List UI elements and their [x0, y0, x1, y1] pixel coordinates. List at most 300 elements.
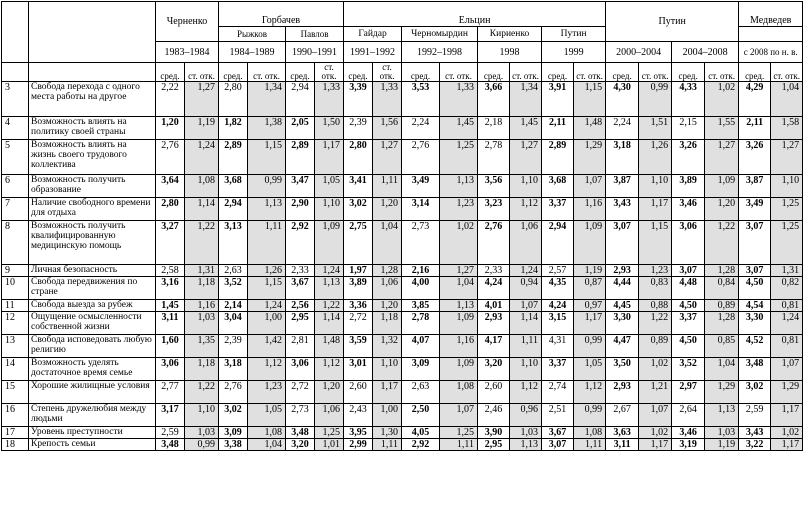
mean-value: 2,76 [478, 221, 510, 265]
sd-value: 1,14 [315, 312, 344, 335]
row-number: 11 [2, 300, 29, 312]
mean-value: 2,80 [219, 82, 248, 117]
mean-value: 2,43 [344, 404, 373, 427]
row-label: Уровень преступности [29, 427, 156, 439]
mean-label: сред. [402, 63, 440, 82]
mean-value: 3,46 [672, 198, 705, 221]
table-row [2, 82, 803, 117]
mean-value: 3,16 [156, 277, 185, 300]
mean-value: 3,87 [606, 175, 639, 198]
sd-value: 1,13 [315, 277, 344, 300]
mean-value: 2,93 [478, 312, 510, 335]
mean-value: 2,90 [286, 198, 315, 221]
mean-value: 1,20 [156, 117, 185, 140]
mean-value: 4,50 [672, 335, 705, 358]
sd-label: ст. отк. [373, 63, 402, 82]
mean-value: 3,41 [344, 175, 373, 198]
mean-value: 4,31 [542, 335, 574, 358]
mean-value: 4,29 [739, 82, 771, 117]
mean-value: 3,11 [606, 439, 639, 451]
mean-label: сред. [542, 63, 574, 82]
sd-value: 1,08 [248, 427, 286, 439]
mean-value: 2,72 [286, 381, 315, 404]
mean-label: сред. [286, 63, 315, 82]
mean-value: 3,50 [606, 358, 639, 381]
sd-value: 1,48 [574, 117, 606, 140]
mean-value: 2,81 [286, 335, 315, 358]
mean-value: 3,49 [402, 175, 440, 198]
table-row [2, 277, 803, 300]
mean-value: 2,93 [606, 381, 639, 404]
mean-value: 2,76 [156, 140, 185, 175]
mean-value: 3,15 [542, 312, 574, 335]
sd-value: 1,29 [705, 381, 739, 404]
row-label: Хорошие жилищные условия [29, 381, 156, 404]
mean-value: 2,72 [344, 312, 373, 335]
mean-value: 3,30 [606, 312, 639, 335]
row-number: 14 [2, 358, 29, 381]
mean-value: 2,94 [286, 82, 315, 117]
row-number: 3 [2, 82, 29, 117]
sd-value: 1,27 [440, 265, 478, 277]
sd-value: 1,20 [705, 198, 739, 221]
sd-value: 0,81 [771, 300, 803, 312]
mean-value: 2,78 [478, 140, 510, 175]
mean-label: сред. [606, 63, 639, 82]
row-label: Личная безопасность [29, 265, 156, 277]
mean-value: 3,89 [344, 277, 373, 300]
table-row [2, 140, 803, 175]
sd-value: 1,07 [574, 175, 606, 198]
medvedev-premier-cell [739, 27, 803, 42]
sd-value: 1,10 [510, 175, 542, 198]
mean-value: 2,73 [286, 404, 315, 427]
sd-value: 0,94 [510, 277, 542, 300]
mean-value: 3,47 [286, 175, 315, 198]
sd-value: 1,50 [315, 117, 344, 140]
sd-label: ст. отк. [574, 63, 606, 82]
sd-value: 1,10 [315, 198, 344, 221]
row-label: Свобода выезда за рубеж [29, 300, 156, 312]
sd-value: 1,14 [510, 312, 542, 335]
mean-value: 4,30 [606, 82, 639, 117]
sd-value: 1,03 [705, 427, 739, 439]
table-row [2, 439, 803, 451]
sd-value: 1,15 [248, 140, 286, 175]
mean-value: 2,05 [286, 117, 315, 140]
mean-value: 3,37 [542, 358, 574, 381]
sd-value: 1,24 [185, 140, 219, 175]
sd-value: 1,06 [510, 221, 542, 265]
mean-value: 2,11 [739, 117, 771, 140]
period-1998: 1998 [478, 42, 542, 63]
sd-value: 1,34 [248, 82, 286, 117]
mean-value: 3,09 [402, 358, 440, 381]
sd-value: 1,17 [574, 312, 606, 335]
mean-value: 3,19 [672, 439, 705, 451]
row-label: Степень дружелюбия между людьми [29, 404, 156, 427]
mean-value: 3,02 [344, 198, 373, 221]
mean-value: 2,94 [542, 221, 574, 265]
sd-value: 1,11 [574, 439, 606, 451]
mean-value: 4,17 [478, 335, 510, 358]
period-1992-1998: 1992–1998 [402, 42, 478, 63]
mean-value: 3,37 [672, 312, 705, 335]
mean-value: 3,46 [672, 427, 705, 439]
ratings-table [1, 1, 803, 451]
sd-value: 1,10 [510, 358, 542, 381]
mean-value: 3,37 [542, 198, 574, 221]
mean-value: 3,11 [156, 312, 185, 335]
row-number: 16 [2, 404, 29, 427]
mean-value: 3,53 [402, 82, 440, 117]
sd-value: 1,48 [315, 335, 344, 358]
sd-value: 1,27 [510, 140, 542, 175]
mean-label: сред. [672, 63, 705, 82]
mean-value: 2,56 [286, 300, 315, 312]
row-number: 7 [2, 198, 29, 221]
row-label: Свобода передвижения по стране [29, 277, 156, 300]
mean-value: 3,06 [156, 358, 185, 381]
sd-value: 1,04 [373, 221, 402, 265]
mean-value: 3,59 [344, 335, 373, 358]
mean-value: 3,52 [672, 358, 705, 381]
sd-value: 0,83 [639, 277, 672, 300]
mean-value: 4,45 [606, 300, 639, 312]
sd-value: 1,10 [373, 358, 402, 381]
mean-value: 3,06 [286, 358, 315, 381]
period-1983-1984: 1983–1984 [156, 42, 219, 63]
mean-value: 2,80 [344, 140, 373, 175]
mean-value: 2,93 [606, 265, 639, 277]
era-gorbachev: Горбачев [219, 2, 344, 27]
sd-value: 1,08 [440, 381, 478, 404]
mean-value: 2,33 [478, 265, 510, 277]
mean-value: 4,24 [478, 277, 510, 300]
sd-value: 1,14 [185, 198, 219, 221]
sd-value: 1,05 [574, 358, 606, 381]
sd-value: 1,28 [705, 312, 739, 335]
sd-label: ст. отк. [510, 63, 542, 82]
mean-label: сред. [156, 63, 185, 82]
mean-value: 2,94 [219, 198, 248, 221]
row-label: Возможность влиять на жизнь своего трудового коллектива [29, 140, 156, 175]
sd-value: 1,27 [185, 82, 219, 117]
mean-value: 3,14 [402, 198, 440, 221]
row-number: 5 [2, 140, 29, 175]
sd-value: 1,23 [639, 265, 672, 277]
era-chernenko: Черненко [156, 2, 219, 42]
mean-value: 2,33 [286, 265, 315, 277]
mean-value: 2,57 [542, 265, 574, 277]
sd-value: 1,00 [248, 312, 286, 335]
sd-value: 1,17 [639, 439, 672, 451]
row-number: 18 [2, 439, 29, 451]
mean-value: 3,07 [739, 265, 771, 277]
sd-value: 1,02 [639, 358, 672, 381]
era-putin: Путин [606, 2, 739, 42]
table-row [2, 117, 803, 140]
mean-value: 3,30 [739, 312, 771, 335]
mean-value: 4,33 [672, 82, 705, 117]
sd-value: 1,12 [315, 358, 344, 381]
mean-value: 3,67 [286, 277, 315, 300]
table-row [2, 427, 803, 439]
table-row [2, 221, 803, 265]
period-1984-1989: 1984–1989 [219, 42, 286, 63]
mean-value: 4,05 [402, 427, 440, 439]
mean-value: 2,15 [672, 117, 705, 140]
sd-value: 1,05 [315, 175, 344, 198]
sd-value: 1,30 [373, 427, 402, 439]
sd-value: 1,17 [771, 404, 803, 427]
mean-value: 4,44 [606, 277, 639, 300]
sd-value: 1,16 [185, 300, 219, 312]
mean-value: 2,39 [219, 335, 248, 358]
mean-value: 2,76 [219, 381, 248, 404]
mean-value: 2,99 [344, 439, 373, 451]
sd-value: 1,17 [373, 381, 402, 404]
row-number: 17 [2, 427, 29, 439]
mean-value: 2,63 [219, 265, 248, 277]
sd-value: 1,03 [185, 427, 219, 439]
row-number: 8 [2, 221, 29, 265]
premier-ryzhkov: Рыжков [219, 27, 286, 42]
mean-value: 2,80 [156, 198, 185, 221]
premier-gaidar: Гайдар [344, 27, 402, 42]
mean-value: 3,49 [739, 198, 771, 221]
sd-value: 1,06 [315, 404, 344, 427]
mean-value: 1,60 [156, 335, 185, 358]
row-number: 12 [2, 312, 29, 335]
sd-value: 1,13 [510, 439, 542, 451]
period-1990-1991: 1990–1991 [286, 42, 344, 63]
sd-value: 1,38 [248, 117, 286, 140]
mean-value: 2,14 [219, 300, 248, 312]
sd-value: 1,12 [510, 381, 542, 404]
mean-value: 3,18 [606, 140, 639, 175]
sd-value: 1,21 [639, 381, 672, 404]
sd-value: 1,10 [185, 404, 219, 427]
period-2004-2008: 2004–2008 [672, 42, 739, 63]
row-number: 4 [2, 117, 29, 140]
sd-value: 1,05 [248, 404, 286, 427]
mean-value: 4,24 [542, 300, 574, 312]
sd-value: 1,01 [315, 439, 344, 451]
sd-value: 1,29 [771, 381, 803, 404]
sd-value: 1,20 [373, 198, 402, 221]
sd-value: 1,07 [510, 300, 542, 312]
sd-value: 1,42 [248, 335, 286, 358]
mean-value: 2,95 [478, 439, 510, 451]
sd-value: 1,27 [373, 140, 402, 175]
mean-value: 2,97 [672, 381, 705, 404]
row-label: Возможность получить образование [29, 175, 156, 198]
table-row [2, 300, 803, 312]
sd-value: 1,08 [185, 175, 219, 198]
row-label: Возможность влиять на политику своей страны [29, 117, 156, 140]
mean-value: 1,82 [219, 117, 248, 140]
mean-value: 3,95 [344, 427, 373, 439]
sd-value: 1,02 [639, 427, 672, 439]
sd-value: 1,11 [373, 175, 402, 198]
sd-value: 1,19 [705, 439, 739, 451]
row-number: 6 [2, 175, 29, 198]
sd-value: 1,07 [639, 404, 672, 427]
mean-value: 3,67 [542, 427, 574, 439]
mean-value: 3,26 [672, 140, 705, 175]
table-row [2, 312, 803, 335]
premier-kiriyenko: Кириенко [478, 27, 542, 42]
sd-value: 1,11 [510, 335, 542, 358]
sd-value: 1,45 [510, 117, 542, 140]
mean-value: 3,20 [286, 439, 315, 451]
sd-value: 1,45 [440, 117, 478, 140]
sd-value: 1,22 [185, 381, 219, 404]
sd-value: 1,20 [315, 381, 344, 404]
mean-value: 2,77 [156, 381, 185, 404]
sd-value: 0,99 [248, 175, 286, 198]
row-number: 10 [2, 277, 29, 300]
sd-label: ст. отк. [705, 63, 739, 82]
sd-value: 1,35 [185, 335, 219, 358]
mean-value: 2,78 [402, 312, 440, 335]
sd-value: 1,24 [315, 265, 344, 277]
mean-value: 2,24 [402, 117, 440, 140]
sd-value: 1,33 [440, 82, 478, 117]
sd-label: ст. отк. [440, 63, 478, 82]
sd-label: ст. отк. [248, 63, 286, 82]
mean-value: 2,67 [606, 404, 639, 427]
sd-value: 1,13 [440, 175, 478, 198]
sd-value: 1,13 [705, 404, 739, 427]
sd-value: 1,15 [248, 277, 286, 300]
sd-value: 0,84 [705, 277, 739, 300]
sd-value: 1,09 [574, 221, 606, 265]
sd-value: 1,24 [510, 265, 542, 277]
mean-value: 4,54 [739, 300, 771, 312]
mean-value: 4,35 [542, 277, 574, 300]
mean-value: 3,23 [478, 198, 510, 221]
mean-value: 3,02 [739, 381, 771, 404]
mean-value: 2,73 [402, 221, 440, 265]
mean-value: 4,52 [739, 335, 771, 358]
sd-value: 1,32 [373, 335, 402, 358]
mean-value: 3,20 [478, 358, 510, 381]
premier-putin: Путин [542, 27, 606, 42]
mean-value: 3,07 [542, 439, 574, 451]
sd-value: 1,22 [315, 300, 344, 312]
mean-value: 3,07 [672, 265, 705, 277]
sd-value: 1,09 [315, 221, 344, 265]
sd-value: 1,08 [574, 427, 606, 439]
mean-value: 3,68 [542, 175, 574, 198]
sd-value: 1,03 [510, 427, 542, 439]
sd-value: 1,03 [185, 312, 219, 335]
mean-label: сред. [478, 63, 510, 82]
mean-value: 2,18 [478, 117, 510, 140]
row-label: Крепость семьи [29, 439, 156, 451]
sd-value: 0,99 [185, 439, 219, 451]
mean-value: 1,45 [156, 300, 185, 312]
table-row [2, 358, 803, 381]
sd-value: 0,81 [771, 335, 803, 358]
sd-value: 1,10 [639, 175, 672, 198]
mean-value: 2,51 [542, 404, 574, 427]
sd-value: 1,17 [771, 439, 803, 451]
sd-value: 0,88 [639, 300, 672, 312]
sd-value: 1,33 [315, 82, 344, 117]
sd-value: 1,18 [185, 358, 219, 381]
mean-value: 2,89 [286, 140, 315, 175]
sd-value: 1,13 [440, 300, 478, 312]
sd-value: 1,24 [771, 312, 803, 335]
sd-value: 1,20 [373, 300, 402, 312]
sd-value: 1,56 [373, 117, 402, 140]
row-number: 15 [2, 381, 29, 404]
sd-value: 1,31 [185, 265, 219, 277]
name-header-cell [29, 2, 156, 63]
sd-value: 1,34 [510, 82, 542, 117]
mean-value: 3,07 [606, 221, 639, 265]
sd-value: 0,96 [510, 404, 542, 427]
era-yeltsin: Ельцин [344, 2, 606, 27]
mean-value: 2,89 [219, 140, 248, 175]
sd-value: 0,87 [574, 277, 606, 300]
sd-value: 1,22 [639, 312, 672, 335]
sd-value: 1,27 [771, 140, 803, 175]
mean-value: 4,07 [402, 335, 440, 358]
sd-value: 1,04 [440, 277, 478, 300]
mean-value: 2,60 [478, 381, 510, 404]
mean-value: 4,00 [402, 277, 440, 300]
sd-value: 1,25 [440, 427, 478, 439]
sd-label: ст. отк. [771, 63, 803, 82]
sd-value: 1,19 [574, 265, 606, 277]
mean-value: 3,09 [219, 427, 248, 439]
sd-value: 1,25 [771, 198, 803, 221]
sd-value: 1,23 [248, 381, 286, 404]
sd-value: 0,99 [639, 82, 672, 117]
sd-value: 1,15 [639, 221, 672, 265]
mean-value: 3,43 [739, 427, 771, 439]
period-1999: 1999 [542, 42, 606, 63]
sd-value: 1,16 [574, 198, 606, 221]
mean-value: 2,24 [606, 117, 639, 140]
sd-value: 1,07 [771, 358, 803, 381]
mean-value: 2,46 [478, 404, 510, 427]
mean-value: 3,27 [156, 221, 185, 265]
row-number: 13 [2, 335, 29, 358]
sd-value: 1,02 [440, 221, 478, 265]
mean-value: 2,60 [344, 381, 373, 404]
mean-value: 2,74 [542, 381, 574, 404]
sd-value: 1,33 [373, 82, 402, 117]
mean-value: 3,02 [219, 404, 248, 427]
mean-value: 3,04 [219, 312, 248, 335]
mean-value: 4,50 [739, 277, 771, 300]
mean-value: 2,58 [156, 265, 185, 277]
mean-value: 3,36 [344, 300, 373, 312]
mean-value: 3,85 [402, 300, 440, 312]
sd-value: 1,09 [705, 175, 739, 198]
sd-value: 1,04 [771, 82, 803, 117]
sd-value: 1,26 [639, 140, 672, 175]
mean-value: 3,01 [344, 358, 373, 381]
row-label: Возможность получить квалифицированную медицинскую помощь [29, 221, 156, 265]
mean-value: 4,48 [672, 277, 705, 300]
sd-value: 1,02 [771, 427, 803, 439]
